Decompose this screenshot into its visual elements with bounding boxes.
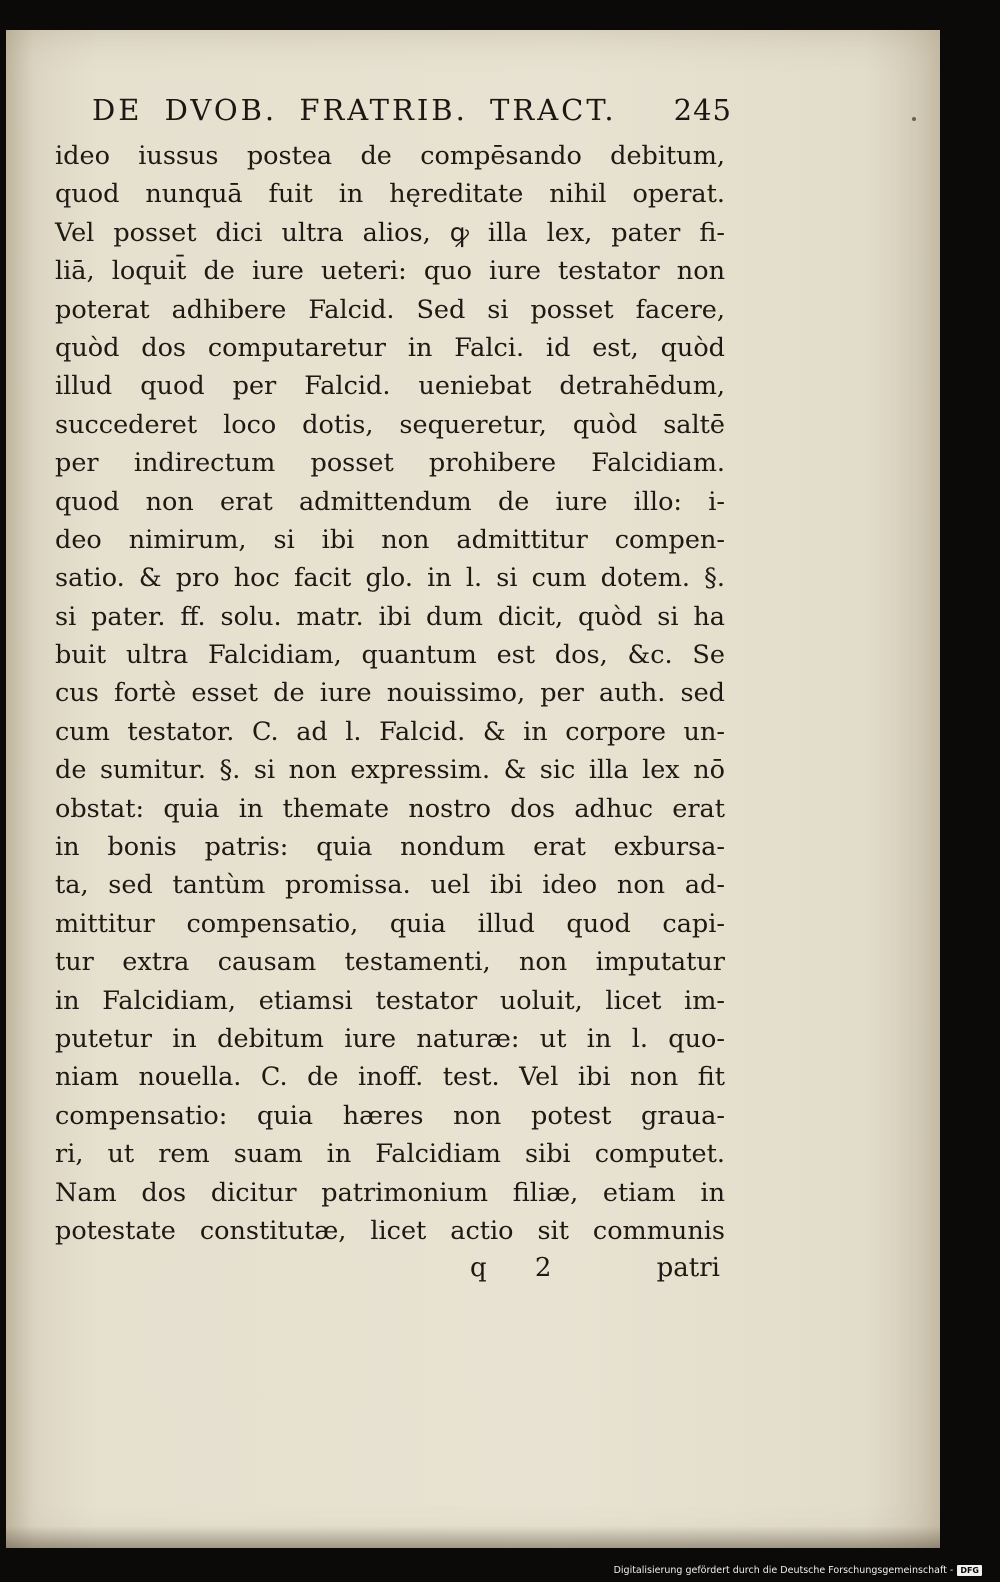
body-text	[55, 137, 725, 1250]
text-line: buit ultra Falcidiam, quantum est dos, &c. Se	[55, 640, 725, 671]
text-line: liā, loquit̄ de iure ueteri: quo iure testator non	[55, 256, 725, 287]
signature-mark: q 2	[470, 1253, 572, 1283]
text-line: ri, ut rem suam in Falcidiam sibi computet.	[55, 1139, 725, 1170]
page-number: 245	[673, 93, 732, 127]
running-head-title: DE DVOB. FRATRIB. TRACT.	[92, 93, 617, 127]
text-line: mittitur compensatio, quia illud quod capi-	[55, 908, 725, 939]
text-line: deo nimirum, si ibi non admittitur compen-	[55, 524, 725, 555]
text-line: putetur in debitum iure naturæ: ut in l. quo-	[55, 1023, 725, 1054]
text-line: in bonis patris: quia nondum erat exbursa-	[55, 832, 725, 863]
text-line: quòd dos computaretur in Falci. id est, quòd	[55, 332, 725, 363]
page-edge-shadow	[6, 1526, 940, 1548]
text-line: ideo iussus postea de compēsando debitum,	[55, 141, 725, 171]
text-line: si pater. ff. solu. matr. ibi dum dicit, quòd si ha	[55, 601, 725, 632]
credit-text: Digitalisierung gefördert durch die Deutsche Forschungsgemeinschaft -	[613, 1565, 954, 1576]
text-line: niam nouella. C. de inoff. test. Vel ibi non fit	[55, 1062, 725, 1093]
text-line: Nam dos dicitur patrimonium filiæ, etiam in	[55, 1177, 725, 1208]
text-line: illud quod per Falcid. ueniebat detrahēdum,	[55, 371, 725, 402]
running-head	[92, 93, 732, 127]
text-line: potestate constitutæ, licet actio sit communis	[55, 1215, 725, 1246]
text-line: in Falcidiam, etiamsi testator uoluit, licet im-	[55, 985, 725, 1016]
ink-speck	[912, 117, 916, 121]
dfg-logo-icon: DFG	[957, 1565, 982, 1576]
catchword: patri	[656, 1253, 720, 1283]
text-line: quod non erat admittendum de iure illo: i-	[55, 486, 725, 517]
text-line: quod nunquā fuit in hęreditate nihil operat.	[55, 179, 725, 210]
text-line: poterat adhibere Falcid. Sed si posset facere,	[55, 294, 725, 325]
text-line: ta, sed tantùm promissa. uel ibi ideo non ad-	[55, 870, 725, 901]
text-line: satio. & pro hoc facit glo. in l. si cum dotem. §.	[55, 563, 725, 594]
text-line: succederet loco dotis, sequeretur, quòd saltē	[55, 409, 725, 440]
text-line: compensatio: quia hæres non potest graua-	[55, 1100, 725, 1131]
text-line: per indirectum posset prohibere Falcidiam.	[55, 448, 725, 479]
text-line: Vel posset dici ultra alios, ꝙ illa lex, pater fi-	[55, 217, 725, 248]
text-line: tur extra causam testamenti, non imputatur	[55, 947, 725, 978]
text-line: obstat: quia in themate nostro dos adhuc erat	[55, 793, 725, 824]
text-line: cus fortè esset de iure nouissimo, per auth. sed	[55, 678, 725, 709]
text-line: cum testator. C. ad l. Falcid. & in corpore un-	[55, 716, 725, 747]
digitization-credit	[614, 1565, 982, 1576]
text-line: de sumitur. §. si non expressim. & sic illa lex nō	[55, 755, 725, 786]
